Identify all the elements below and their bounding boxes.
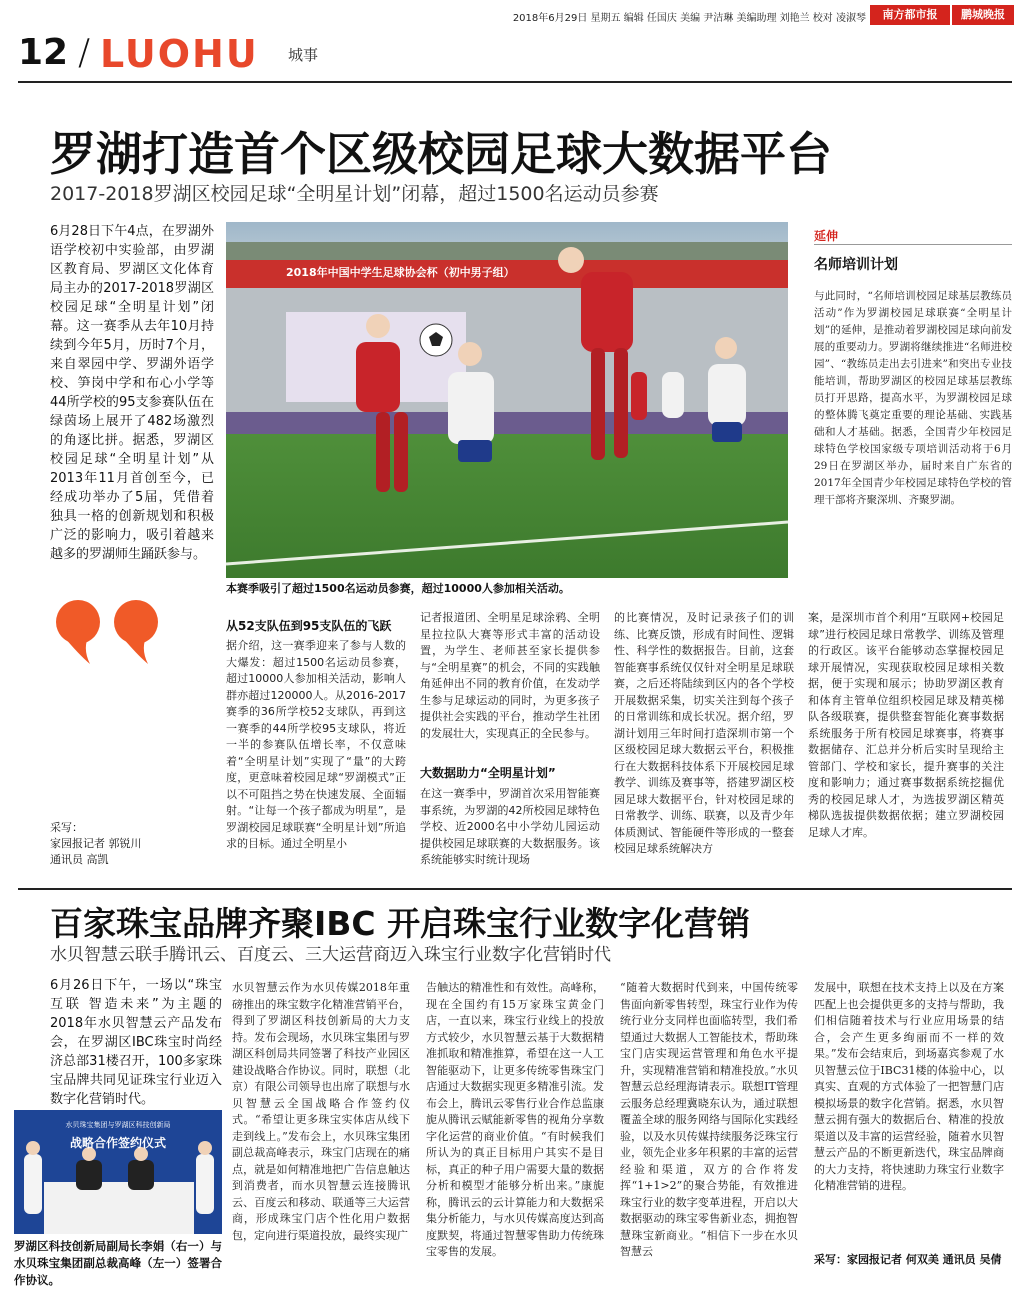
article-divider <box>18 888 1012 890</box>
photo1-caption: 本赛季吸引了超过1500名运动员参赛，超过10000人参加相关活动。 <box>226 582 570 595</box>
article1-byline <box>50 820 142 868</box>
quote-mark-icon <box>50 598 170 664</box>
article2-lead: 6月26日下午，一场以“珠宝互联 智造未来”为主题的2018年水贝智慧云产品发布会，在罗湖区IBC珠宝时尚经济总部31楼召开，100多家珠宝品牌共同见证珠宝行业迈入数字化营销时代。 <box>50 978 222 1107</box>
article1-col-2: 记者报道团、全明星足球涂鸦、全明星拉拉队大赛等形式丰富的活动设置，为学生、老师甚至家长提供参与“全明星赛”的机会，不同的实践触角延伸出不同的教育价值，在发动学生参与足球运动的同时，为更多孩子提供社会实践的平台，推动学生社团的发展壮大，实现真正的全民参与。 <box>420 611 600 740</box>
article1-headline: 罗湖打造首个区级校园足球大数据平台 <box>50 127 832 181</box>
top-bar <box>0 0 1024 30</box>
issue-info <box>513 9 866 24</box>
sidebar-label: 延伸 <box>814 229 839 243</box>
sidebar-rule <box>814 244 1012 245</box>
partner-logo: 鹏城晚报 <box>952 5 1014 25</box>
editor-credits: 编辑 任国庆 美编 尹洁琳 美编助理 刘艳兰 校对 凌淑琴 <box>623 13 866 24</box>
photo-banner-text: 2018年中国中学生足球协会杯（初中男子组） <box>286 266 515 279</box>
signing-photo <box>14 1110 222 1234</box>
article1-subhead: 2017-2018罗湖区校园足球“全明星计划”闭幕，超过1500名运动员参赛 <box>50 183 659 205</box>
article1-lead: 6月28日下午4点，在罗湖外语学校初中实验部，由罗湖区教育局、罗湖区文化体育局主办的2017-2018罗湖区校园足球“全明星计划”闭幕。这一赛季从去年10月持续到今年5月，历时7个月，来自翠园中学、罗湖外语学校、笋岗中学和布心小学等44所学校的95支参赛队伍在绿茵场上展开了482场激烈的角逐比拼。据悉，罗湖区校园足球“全明星计划”从2013年11月首创至今，已经成功举办了5届，凭借着独具一格的创新规划和积极广泛的影响力，吸引着越来越多的罗湖师生踊跃参与。 <box>50 224 214 562</box>
article2-col-2: 告触达的精准性和有效性。高峰称，现在全国约有15万家珠宝黄金门店，一直以来，珠宝行业线上的投放方式较少，水贝智慧云基于大数据精准抓取和精准推算，希望在这一人工智能驱动下，让更多传统零售珠宝门店通过大数据实现更多精准引流。发布会上，腾讯云零售行业合作总监康旎从腾讯云赋能新零售的视角分享数字化运营的商业价值。“有时候我们所认为的真正目标用户其实不是目标，真正的种子用户需要大量的数据分析和模型才能够分析出来。”康旎称，腾讯云的云计算能力和大数据采集分析能力，与水贝传媒高度达到高度默契，将通过智慧零售助力传统珠宝零售的发展。 <box>426 981 604 1258</box>
photo2-caption: 罗湖区科技创新局副局长李娟（右一）与水贝珠宝集团副总裁高峰（左一）签署合作协议。 <box>14 1239 222 1287</box>
article1-subheading-1: 从52支队伍到95支队伍的飞跃 <box>226 619 392 633</box>
article2-col-4: 发展中，联想在技术支持上以及在方案匹配上也会提供更多的支持与帮助，我们相信随着技术与行业应用场景的结合，会产生更多绚丽而不一样的效果。”发布会结束后，到场嘉宾参观了水贝智慧云位于IBC31楼的体验中心，以真实、直观的方式体验了一把智慧门店模拟场景的数字化营销。据悉，水贝智慧云拥有强大的数据后台、精准的投放渠道以及丰富的运营经验，随着水贝智慧云产品的不断更新迭代，珠宝品牌商的大力支持，将快速助力珠宝行业数字化精准营销的进程。 <box>814 981 1004 1192</box>
article2-col-3: “随着大数据时代到来，中国传统零售面向新零售转型，珠宝行业作为传统行业分支同样也面临转型，我们希望通过大数据人工智能技术，帮助珠宝门店实现运营管理和角色水平提升，实现精准营销和精准投放。”水贝智慧云总经理海请表示。联想IT管理云服务总经理冀晓东认为，通过联想覆盖全球的服务网络与国际化实践经验，以及水贝传媒持续服务泛珠宝行业，领先企业多年积累的丰富的运营经验和渠道，双方的合作将发挥“1+1>2”的聚合势能，有效推进珠宝行业的数字变革进程，开启以大数据驱动的珠宝零售新业态，拥抱智慧珠宝新商业。“相信下一步在水贝智慧云 <box>620 981 798 1258</box>
article1-col-2b: 在这一赛季中，罗湖首次采用智能赛事系统，为罗湖的42所校园足球特色学校、近2000名中小学幼儿园运动提供校园足球联赛的大数据服务。该系统能够实时统计现场 <box>420 787 600 866</box>
article1-col-4: 案，是深圳市首个利用“互联网+校园足球”进行校园足球日常教学、训练及管理的行政区。该平台能够动态掌握校园足球开展情况，实现获取校园足球相关数据，便于实现和展示；协助罗湖区教育和体育主管单位组织校园足球及精英梯队各级联赛，提供整套智能化赛事数据系统服务于所有校园足球赛事，将赛事数据储存、汇总并分析后实时呈现给主管部门、学校和家长，提升赛事的关注度和影响力；通过赛事数据系统挖掘优秀的校园足球人才，为选拔罗湖区精英梯队选拔提供数据依据；建立罗湖校园足球人才库。 <box>808 611 1004 839</box>
page-number: 12 <box>18 32 69 73</box>
byline-title: 采写： <box>50 821 83 834</box>
signing-banner-line2: 战略合作签约仪式 <box>69 1136 166 1150</box>
sidebar-text: 与此同时，“名师培训校园足球基层教练员活动”作为罗湖校园足球联赛“全明星计划”的延伸，是推动着罗湖校园足球向前发展的重要动力。罗湖将继续推进“名师进校园”、“教练员走出去引进来”和突出专业技能培训，帮助罗湖区的校园足球基层教练员打开思路，提高水平，为罗湖校园足球的整体腾飞奠定重要的理论基础、实践基础和人才基础。据悉，全国青少年校园足球特色学校国家级专项培训活动将于6月29日在罗湖区举办，届时来自广东省的2017年全国青少年校园足球特色学校的管理干部将齐聚深圳、齐聚罗湖。 <box>814 290 1012 506</box>
byline-reporter: 家园报记者 郭锐川 <box>50 837 142 850</box>
signing-banner-line1: 水贝珠宝集团与罗湖区科技创新局 <box>65 1121 171 1129</box>
byline-correspondent: 通讯员 高凯 <box>50 853 109 866</box>
soccer-ball-icon <box>420 324 452 356</box>
article1-col-3: 的比赛情况，及时记录孩子们的训练、比赛反馈，形成有时间性、逻辑性、科学性的数据报告。目前，这套智能赛事系统仅仅针对全明星足球联赛，之后还将陆续到区内的各个学校开展数据采集，切实关注到每个孩子的日常训练和成长状况。据介绍，罗湖计划用三年时间打造深圳市第一个区级校园足球大数据云平台，积极推行在大数据科技体系下开展校园足球教学、训练及赛事等，搭建罗湖区校园足球大数据平台，针对校园足球的日常教学、训练、联赛，以及青少年体质测试、智能硬件等形成的一整套校园足球系统解决方 <box>614 611 794 855</box>
paper-logo: 南方都市报 <box>870 5 950 25</box>
section-header <box>0 30 1024 80</box>
article1-col-1: 据介绍，这一赛季迎来了参与人数的大爆发：超过1500名运动员参赛，超过10000人参加相关活动，影响人群亦超过120000人。从2016-2017赛季的36所学校52支球队，再到这一赛季的44所学校95支球队，将近一半的参赛队伍增长率，不仅意味着“全明星计划”实现了“量”的大跨度，更意味着校园足球“罗湖模式”正以不可阻挡之势在快速发展、全面辐射。“让每一个孩子都成为明星”，是罗湖校园足球联赛“全明星计划”所追求的目标。通过全明星小 <box>226 639 406 850</box>
issue-date: 2018年6月29日 <box>512 13 588 24</box>
article1-subheading-2: 大数据助力“全明星计划” <box>420 766 556 780</box>
section-subtitle: 城事 <box>288 46 319 64</box>
slash-divider-icon: / <box>78 32 91 73</box>
article2-byline: 采写：家园报记者 何双美 通讯员 吴倩 <box>814 1253 1002 1266</box>
issue-weekday: 星期五 <box>590 13 621 24</box>
sidebar-title: 名师培训计划 <box>814 257 898 273</box>
header-rule <box>18 81 1012 83</box>
section-name: LUOHU <box>100 32 259 76</box>
article2-subhead: 水贝智慧云联手腾讯云、百度云、三大运营商迈入珠宝行业数字化营销时代 <box>50 945 611 965</box>
article2-headline: 百家珠宝品牌齐聚IBC 开启珠宝行业数字化营销 <box>50 904 751 943</box>
article2-col-1: 水贝智慧云作为水贝传媒2018年重磅推出的珠宝数字化精准营销平台，得到了罗湖区科技创新局的大力支持。发布会现场，水贝珠宝集团与罗湖区科创局共同签署了科技产业园区建设战略合作协议。同时，联想（北京）有限公司领导也出席了联想与水贝智慧云全国战略合作签约仪式。“希望让更多珠宝实体店从线下走到线上。”发布会上，水贝珠宝集团副总裁高峰表示，珠宝门店现在的痛点，就是如何精准地把广告信息触达到消费者，而水贝智慧云连接腾讯云、百度云和移动、联通等三大运营商，形成珠宝门店个性化用户数据包，定向进行渠道投放，最终实现广 <box>232 981 410 1242</box>
soccer-photo <box>226 222 788 578</box>
